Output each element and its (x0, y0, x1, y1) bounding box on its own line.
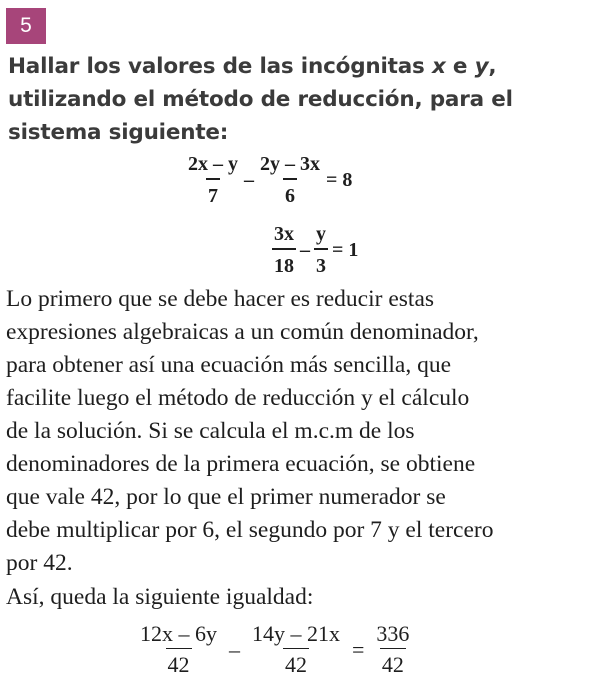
paragraph-line: expresiones algebraicas a un común denominador, (6, 319, 479, 345)
equation-1 (186, 152, 356, 208)
denominator: 42 (380, 648, 406, 677)
fraction (250, 622, 342, 677)
explanation-paragraph (6, 283, 602, 580)
paragraph-line: facilite luego el método de reducción y el cálculo (6, 385, 470, 411)
numerator: 12x – 6y (140, 621, 217, 646)
exercise-heading (8, 50, 598, 149)
result-intro-text: Así, queda la siguiente igualdad: (6, 584, 314, 610)
variable-y: y (474, 54, 489, 79)
paragraph-line: debe multiplicar por 6, el segundo por 7 y el tercero (6, 517, 494, 543)
numerator: 336 (376, 621, 410, 646)
denominator: 42 (166, 648, 192, 677)
variable-x: x (431, 54, 446, 79)
paragraph-line: que vale 42, por lo que el primer numerador se (6, 484, 446, 510)
fraction (314, 222, 328, 278)
denominator: 3 (314, 248, 328, 278)
numerator: 2x – y (188, 153, 238, 175)
fraction (138, 622, 219, 677)
minus-operator: – (244, 168, 254, 191)
paragraph-line: Lo primero que se debe hacer es reducir estas (6, 286, 435, 312)
equation-rhs: = 1 (332, 238, 359, 261)
denominator: 18 (272, 248, 296, 278)
numerator: 3x (274, 223, 294, 245)
paragraph-line: por 42. (6, 550, 73, 576)
heading-line-1 (8, 50, 598, 83)
fraction (272, 222, 296, 278)
heading-text: , (488, 54, 497, 79)
fraction (258, 152, 322, 208)
heading-text: e (445, 54, 475, 79)
heading-text: Hallar los valores de las incógnitas (8, 54, 432, 79)
equation-2 (272, 222, 362, 278)
fraction (374, 622, 411, 677)
numerator: 14y – 21x (252, 621, 340, 646)
paragraph-line: de la solución. Si se calcula el m.c.m de los (6, 418, 415, 444)
paragraph-line: denominadores de la primera ecuación, se obtiene (6, 451, 476, 477)
denominator: 6 (283, 178, 297, 208)
minus-operator: – (229, 636, 240, 662)
equation-rhs: = 8 (326, 168, 353, 191)
fraction (186, 152, 240, 208)
denominator: 7 (206, 178, 220, 208)
minus-operator: – (300, 238, 310, 261)
heading-line-2: utilizando el método de reducción, para el (8, 87, 513, 112)
equation-3 (138, 622, 411, 677)
denominator: 42 (283, 648, 309, 677)
exercise-number-badge: 5 (6, 8, 46, 44)
numerator: 2y – 3x (260, 153, 320, 175)
numerator: y (316, 223, 326, 245)
paragraph-line: para obtener así una ecuación más sencilla, que (6, 352, 451, 378)
heading-line-3: sistema siguiente: (8, 120, 229, 145)
equals-operator: = (352, 636, 365, 662)
